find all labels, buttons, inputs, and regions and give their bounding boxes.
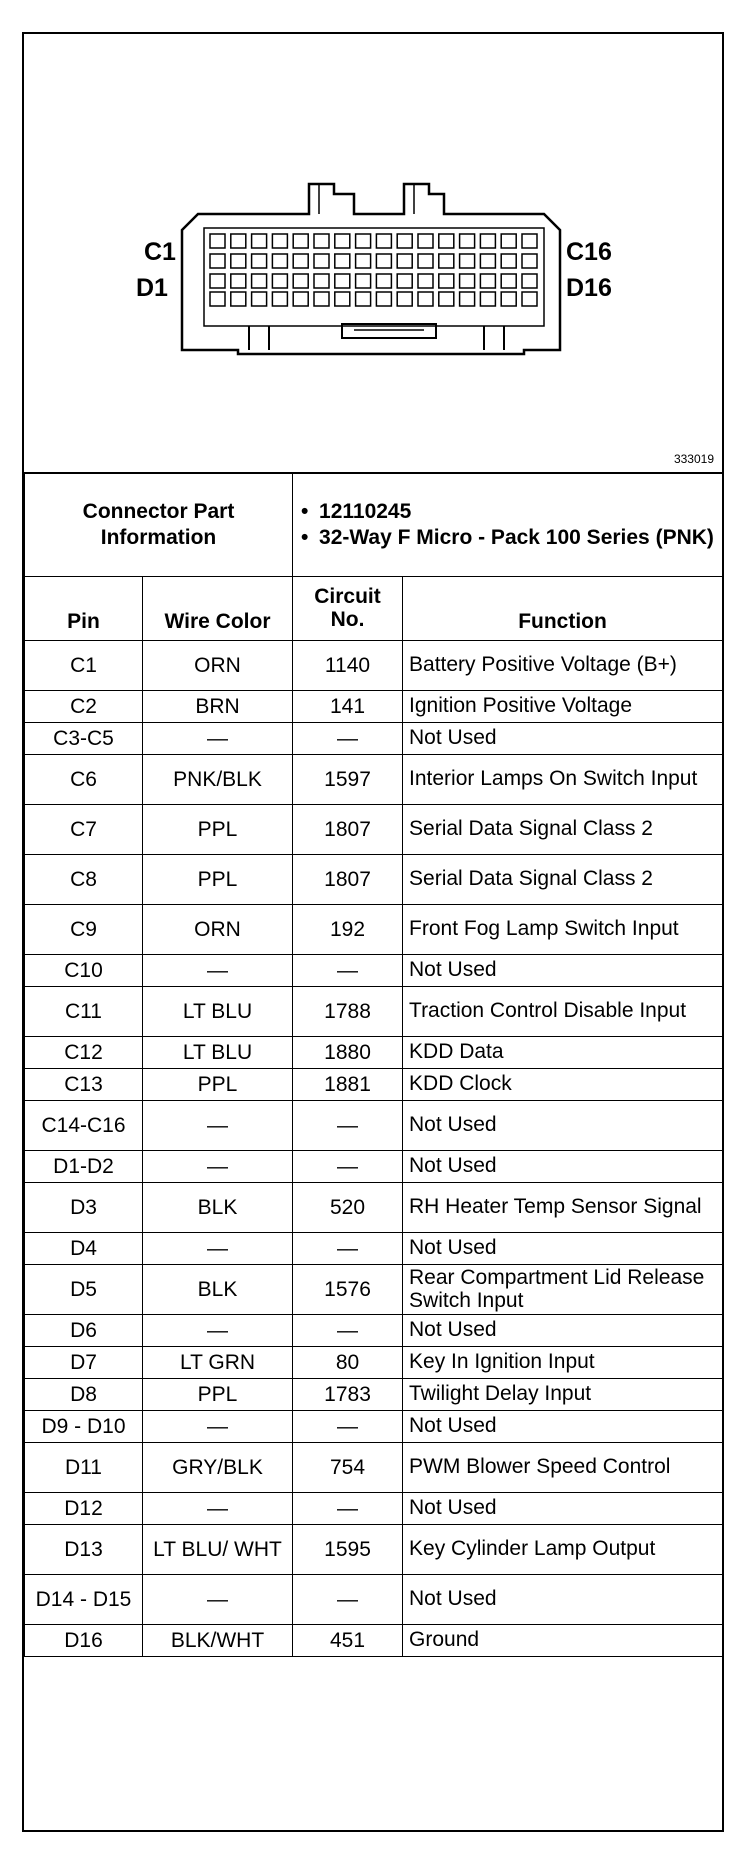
pin-cavity (293, 292, 308, 306)
connector-info-details (293, 473, 723, 577)
pin-cavity (501, 234, 516, 248)
table-row (25, 805, 723, 855)
pin-cell: C12 (25, 1037, 143, 1069)
pin-cell: D8 (25, 1379, 143, 1411)
wire-color-cell: BLK (143, 1183, 293, 1233)
function-cell: Ground (403, 1625, 723, 1657)
table-row (25, 1151, 723, 1183)
pin-cavity (272, 234, 287, 248)
pin-cell: C7 (25, 805, 143, 855)
pin-cavities (210, 234, 537, 306)
pin-cell: C14-C16 (25, 1101, 143, 1151)
function-cell: Key Cylinder Lamp Output (403, 1525, 723, 1575)
pin-cavity (272, 254, 287, 268)
pin-cell: D6 (25, 1315, 143, 1347)
table-row (25, 1315, 723, 1347)
pin-cell: D16 (25, 1625, 143, 1657)
circuit-cell: 1783 (293, 1379, 403, 1411)
wire-color-cell: PNK/BLK (143, 755, 293, 805)
pin-cavity (439, 292, 454, 306)
pin-cavity (522, 292, 537, 306)
pin-cell: C1 (25, 641, 143, 691)
function-cell: Serial Data Signal Class 2 (403, 805, 723, 855)
pin-cell: C8 (25, 855, 143, 905)
circuit-cell: 1881 (293, 1069, 403, 1101)
wire-color-cell: LT BLU/ WHT (143, 1525, 293, 1575)
function-cell: Serial Data Signal Class 2 (403, 855, 723, 905)
circuit-cell: 1880 (293, 1037, 403, 1069)
pin-cavity (293, 274, 308, 288)
wire-color-cell: — (143, 1151, 293, 1183)
circuit-cell: — (293, 1493, 403, 1525)
function-cell: Ignition Positive Voltage (403, 691, 723, 723)
pin-cell: C2 (25, 691, 143, 723)
table-row (25, 641, 723, 691)
wire-color-cell: LT BLU (143, 1037, 293, 1069)
circuit-cell: — (293, 1151, 403, 1183)
wire-color-cell: — (143, 1101, 293, 1151)
table-row (25, 987, 723, 1037)
pin-cavity (460, 234, 475, 248)
pin-cavity (356, 274, 371, 288)
wire-color-cell: ORN (143, 641, 293, 691)
pin-cavity (252, 234, 267, 248)
pin-cavity (439, 274, 454, 288)
function-cell: Not Used (403, 955, 723, 987)
pin-cavity (501, 254, 516, 268)
wire-color-cell: — (143, 1575, 293, 1625)
pin-cell: D11 (25, 1443, 143, 1493)
function-cell: Not Used (403, 1493, 723, 1525)
label-d1: D1 (136, 274, 168, 302)
pin-cavity (252, 292, 267, 306)
pin-cavity (335, 234, 350, 248)
table-row (25, 723, 723, 755)
pin-cell: D4 (25, 1233, 143, 1265)
pin-cavity (376, 292, 391, 306)
function-cell: KDD Clock (403, 1069, 723, 1101)
function-cell: RH Heater Temp Sensor Signal (403, 1183, 723, 1233)
circuit-cell: — (293, 955, 403, 987)
pin-cell: C10 (25, 955, 143, 987)
pin-cavity (210, 254, 225, 268)
function-cell: Twilight Delay Input (403, 1379, 723, 1411)
pin-cavity (314, 292, 329, 306)
label-c16: C16 (566, 238, 612, 266)
pin-cavity (501, 292, 516, 306)
pin-cell: D12 (25, 1493, 143, 1525)
pin-cavity (272, 292, 287, 306)
pin-cell: C13 (25, 1069, 143, 1101)
pin-cavity (293, 234, 308, 248)
wire-color-cell: GRY/BLK (143, 1443, 293, 1493)
wire-color-cell: PPL (143, 805, 293, 855)
table-row (25, 1265, 723, 1315)
pin-cell: D7 (25, 1347, 143, 1379)
table-row (25, 855, 723, 905)
pin-cavity (356, 254, 371, 268)
pin-cavity (293, 254, 308, 268)
pin-cavity (460, 292, 475, 306)
figure-number: 333019 (673, 452, 714, 466)
function-cell: Front Fog Lamp Switch Input (403, 905, 723, 955)
table-row (25, 1037, 723, 1069)
pin-cavity (397, 274, 412, 288)
table-row (25, 1233, 723, 1265)
pin-cavity (231, 274, 246, 288)
wire-color-cell: — (143, 1493, 293, 1525)
table-row (25, 905, 723, 955)
wire-color-cell: BLK (143, 1265, 293, 1315)
label-c1: C1 (144, 238, 176, 266)
function-cell: Not Used (403, 1575, 723, 1625)
function-cell: Battery Positive Voltage (B+) (403, 641, 723, 691)
pin-cavity (439, 254, 454, 268)
wire-color-cell: — (143, 955, 293, 987)
header-wire-color: Wire Color (143, 577, 293, 641)
wire-color-cell: — (143, 1233, 293, 1265)
wire-color-cell: PPL (143, 1379, 293, 1411)
pin-cavity (418, 292, 433, 306)
circuit-cell: 520 (293, 1183, 403, 1233)
pin-cavity (397, 292, 412, 306)
table-row (25, 1069, 723, 1101)
pin-cavity (231, 234, 246, 248)
wire-color-cell: BLK/WHT (143, 1625, 293, 1657)
pin-cavity (376, 234, 391, 248)
wire-color-cell: ORN (143, 905, 293, 955)
pin-cavity (480, 254, 495, 268)
pin-cavity (376, 254, 391, 268)
circuit-cell: — (293, 1575, 403, 1625)
table-row (25, 1443, 723, 1493)
function-cell: Not Used (403, 1233, 723, 1265)
pin-cell: D14 - D15 (25, 1575, 143, 1625)
function-cell: KDD Data (403, 1037, 723, 1069)
circuit-cell: — (293, 1411, 403, 1443)
pin-cavity (418, 254, 433, 268)
table-row (25, 755, 723, 805)
connector-diagram (24, 34, 722, 474)
circuit-cell: 141 (293, 691, 403, 723)
circuit-cell: 1807 (293, 855, 403, 905)
header-function: Function (403, 577, 723, 641)
pin-cavity (272, 274, 287, 288)
circuit-cell: 1807 (293, 805, 403, 855)
table-row (25, 1625, 723, 1657)
circuit-cell: 1597 (293, 755, 403, 805)
pin-cavity (252, 254, 267, 268)
pin-cavity (522, 254, 537, 268)
table-row (25, 1411, 723, 1443)
circuit-cell: 1595 (293, 1525, 403, 1575)
pin-cavity (418, 234, 433, 248)
connector-document (22, 32, 724, 1832)
pin-cavity (210, 234, 225, 248)
pin-cavity (231, 292, 246, 306)
pin-cavity (335, 254, 350, 268)
circuit-cell: — (293, 1233, 403, 1265)
table-row (25, 1379, 723, 1411)
header-circuit: Circuit No. (293, 577, 403, 641)
pin-cavity (210, 292, 225, 306)
pin-cavity (501, 274, 516, 288)
connector-description: • 32-Way F Micro - Pack 100 Series (PNK) (299, 525, 716, 550)
table-row (25, 691, 723, 723)
table-row (25, 1575, 723, 1625)
pin-cavity (252, 274, 267, 288)
connector-info-label: Connector Part Information (25, 473, 293, 577)
circuit-cell: 1140 (293, 641, 403, 691)
pin-cavity (522, 274, 537, 288)
pin-cavity (314, 254, 329, 268)
connector-info-row (25, 473, 723, 577)
pinout-table (24, 472, 723, 1657)
pin-cell: D5 (25, 1265, 143, 1315)
pin-cavity (210, 274, 225, 288)
pin-cavity (314, 274, 329, 288)
pin-cavity (460, 254, 475, 268)
wire-color-cell: LT BLU (143, 987, 293, 1037)
pin-cavity (376, 274, 391, 288)
wire-color-cell: LT GRN (143, 1347, 293, 1379)
pin-cavity (335, 274, 350, 288)
table-row (25, 1347, 723, 1379)
wire-color-cell: PPL (143, 855, 293, 905)
pin-cavity (418, 274, 433, 288)
pin-cavity (522, 234, 537, 248)
circuit-cell: 754 (293, 1443, 403, 1493)
circuit-cell: 192 (293, 905, 403, 955)
circuit-cell: — (293, 723, 403, 755)
function-cell: Not Used (403, 1411, 723, 1443)
pin-cavity (480, 274, 495, 288)
function-cell: Not Used (403, 1151, 723, 1183)
pin-cavity (335, 292, 350, 306)
pin-cell: C3-C5 (25, 723, 143, 755)
pin-cavity (480, 234, 495, 248)
pin-cavity (397, 254, 412, 268)
pin-cell: C9 (25, 905, 143, 955)
wire-color-cell: — (143, 1315, 293, 1347)
table-row (25, 1183, 723, 1233)
table-row (25, 955, 723, 987)
pin-cavity (480, 292, 495, 306)
connector-part-number: • 12110245 (299, 499, 716, 524)
function-cell: Interior Lamps On Switch Input (403, 755, 723, 805)
function-cell: Rear Compartment Lid Release Switch Input (403, 1265, 723, 1315)
circuit-cell: 1576 (293, 1265, 403, 1315)
function-cell: Traction Control Disable Input (403, 987, 723, 1037)
pin-cell: C6 (25, 755, 143, 805)
function-cell: Not Used (403, 1101, 723, 1151)
table-row (25, 1101, 723, 1151)
column-header-row (25, 577, 723, 641)
label-d16: D16 (566, 274, 612, 302)
pin-cavity (231, 254, 246, 268)
circuit-cell: 1788 (293, 987, 403, 1037)
function-cell: PWM Blower Speed Control (403, 1443, 723, 1493)
pin-cavity (314, 234, 329, 248)
wire-color-cell: — (143, 723, 293, 755)
circuit-cell: 80 (293, 1347, 403, 1379)
table-row (25, 1525, 723, 1575)
pin-cavity (397, 234, 412, 248)
pin-cavity (460, 274, 475, 288)
pin-cell: D9 - D10 (25, 1411, 143, 1443)
function-cell: Not Used (403, 723, 723, 755)
wire-color-cell: BRN (143, 691, 293, 723)
pin-cavity (439, 234, 454, 248)
function-cell: Not Used (403, 1315, 723, 1347)
circuit-cell: 451 (293, 1625, 403, 1657)
wire-color-cell: PPL (143, 1069, 293, 1101)
pin-cavity (356, 292, 371, 306)
pin-cavity (356, 234, 371, 248)
table-row (25, 1493, 723, 1525)
wire-color-cell: — (143, 1411, 293, 1443)
header-pin: Pin (25, 577, 143, 641)
circuit-cell: — (293, 1101, 403, 1151)
circuit-cell: — (293, 1315, 403, 1347)
pin-cell: D1-D2 (25, 1151, 143, 1183)
pin-cell: D3 (25, 1183, 143, 1233)
pin-cell: D13 (25, 1525, 143, 1575)
connector-drawing (24, 34, 722, 472)
pin-cell: C11 (25, 987, 143, 1037)
function-cell: Key In Ignition Input (403, 1347, 723, 1379)
